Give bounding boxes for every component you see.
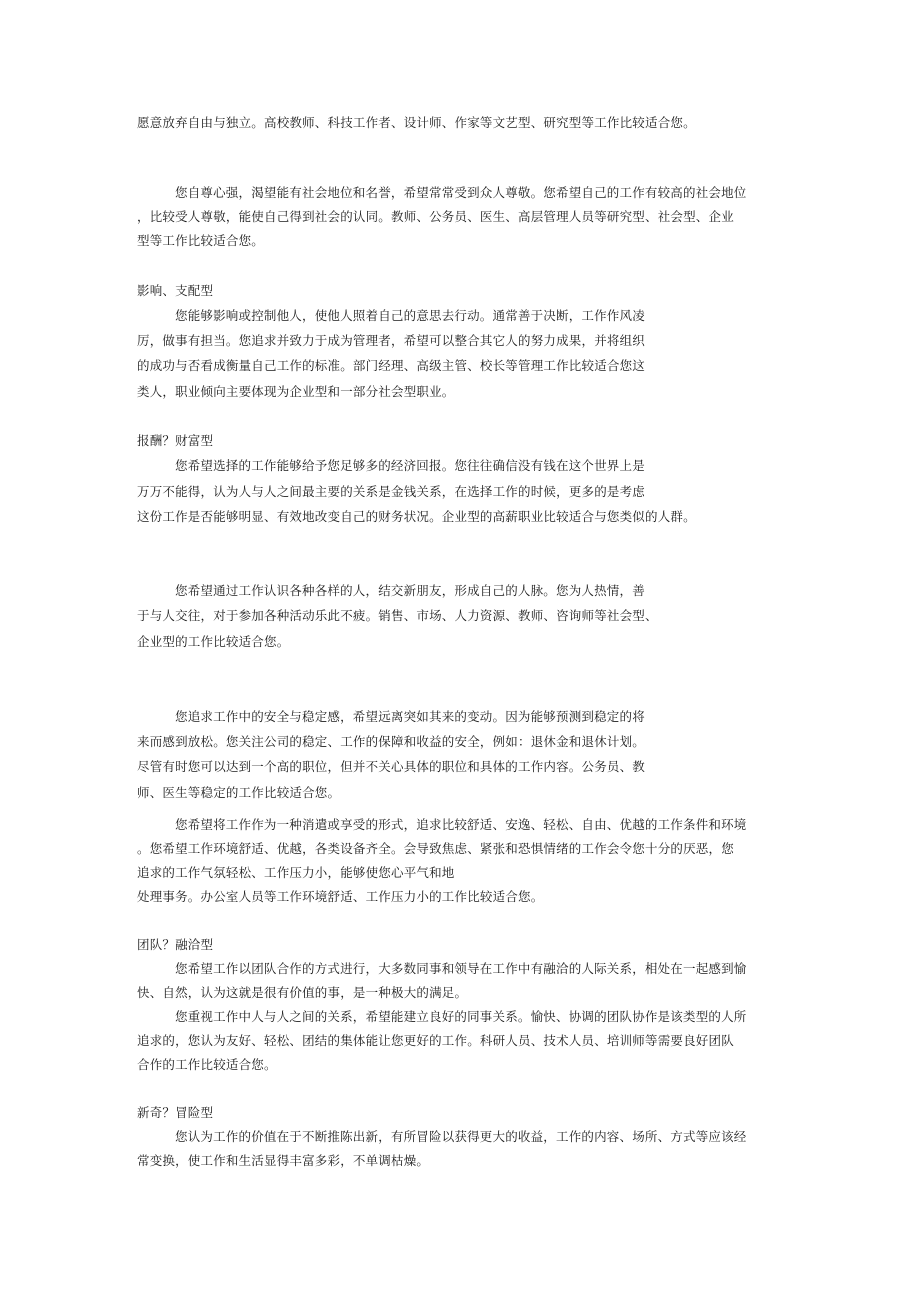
text-line: 您希望选择的工作能够给予您足够多的经济回报。您往往确信没有钱在这个世界上是 bbox=[175, 458, 645, 473]
section-heading: 影响、支配型 bbox=[137, 283, 214, 298]
text-line: 类人，职业倾向主要体现为企业型和一部分社会型职业。 bbox=[137, 384, 455, 399]
text-line: 愿意放弃自由与独立。高校教师、科技工作者、设计师、作家等文艺型、研究型等工作比较适合您。 bbox=[137, 115, 696, 130]
text-line: 快、自然，认为这就是很有价值的事，是一种极大的满足。 bbox=[137, 985, 468, 1000]
text-line: 常变换，使工作和生活显得丰富多彩，不单调枯燥。 bbox=[137, 1153, 430, 1168]
text-line: 。您希望工作环境舒适、优越，各类设备齐全。会导致焦虑、紧张和恐惧情绪的工作会令您十分的厌恶，您 bbox=[137, 841, 734, 856]
text-line: 型等工作比较适合您。 bbox=[137, 233, 265, 248]
text-line: 您自尊心强，渴望能有社会地位和名誉，希望常常受到众人尊敬。您希望自己的工作有较高的社会地位 bbox=[175, 185, 747, 200]
text-line: 追求的工作气氛轻松、工作压力小，能够使您心平气和地 bbox=[137, 865, 455, 880]
text-line: 的成功与否看成衡量自己工作的标准。部门经理、高级主管、校长等管理工作比较适合您这 bbox=[137, 358, 646, 373]
text-line: 厉，做事有担当。您追求并致力于成为管理者，希望可以整合其它人的努力成果，并将组织 bbox=[137, 333, 646, 348]
text-line: 来而感到放松。您关注公司的稳定、工作的保障和收益的安全，例如：退休金和退休计划。 bbox=[137, 734, 646, 749]
text-line: 处理事务。办公室人员等工作环境舒适、工作压力小的工作比较适合您。 bbox=[137, 889, 544, 904]
text-line: 师、医生等稳定的工作比较适合您。 bbox=[137, 785, 341, 800]
text-line: 您能够影响或控制他人，使他人照着自己的意思去行动。通常善于决断，工作作风凌 bbox=[175, 308, 645, 323]
text-line: 您追求工作中的安全与稳定感，希望远离突如其来的变动。因为能够预测到稳定的将 bbox=[175, 709, 645, 724]
text-line: 您重视工作中人与人之间的关系，希望能建立良好的同事关系。愉快、协调的团队协作是该类型的人所 bbox=[175, 1009, 747, 1024]
text-line: 万万不能得，认为人与人之间最主要的关系是金钱关系，在选择工作的时候，更多的是考虑 bbox=[137, 484, 646, 499]
text-line: 于与人交往，对于参加各种活动乐此不疲。销售、市场、人力资源、教师、咨询师等社会型、 bbox=[137, 608, 658, 623]
text-line: 企业型的工作比较适合您。 bbox=[137, 634, 290, 649]
text-line: 您希望工作以团队合作的方式进行，大多数同事和领导在工作中有融洽的人际关系，相处在一起感到愉 bbox=[175, 961, 747, 976]
section-heading: 新奇？冒险型 bbox=[137, 1105, 214, 1120]
text-line: 您认为工作的价值在于不断推陈出新，有所冒险以获得更大的收益，工作的内容、场所、方式等应该经 bbox=[175, 1129, 747, 1144]
text-line: 尽管有时您可以达到一个高的职位，但并不关心具体的职位和具体的工作内容。公务员、教 bbox=[137, 759, 646, 774]
section-heading: 团队？融洽型 bbox=[137, 937, 214, 952]
text-line: ，比较受人尊敬，能使自己得到社会的认同。教师、公务员、医生、高层管理人员等研究型、社会型、企业 bbox=[137, 209, 734, 224]
text-line: 您希望将工作作为一种消遣或享受的形式，追求比较舒适、安逸、轻松、自由、优越的工作条件和环境 bbox=[175, 817, 747, 832]
text-line: 合作的工作比较适合您。 bbox=[137, 1057, 277, 1072]
text-line: 您希望通过工作认识各种各样的人，结交新朋友，形成自己的人脉。您为人热情，善 bbox=[175, 583, 645, 598]
text-line: 追求的，您认为友好、轻松、团结的集体能让您更好的工作。科研人员、技术人员、培训师等需要良好团队 bbox=[137, 1033, 734, 1048]
section-heading: 报酬？财富型 bbox=[137, 433, 214, 448]
text-line: 这份工作是否能够明显、有效地改变自己的财务状况。企业型的高薪职业比较适合与您类似的人群。 bbox=[137, 509, 696, 524]
